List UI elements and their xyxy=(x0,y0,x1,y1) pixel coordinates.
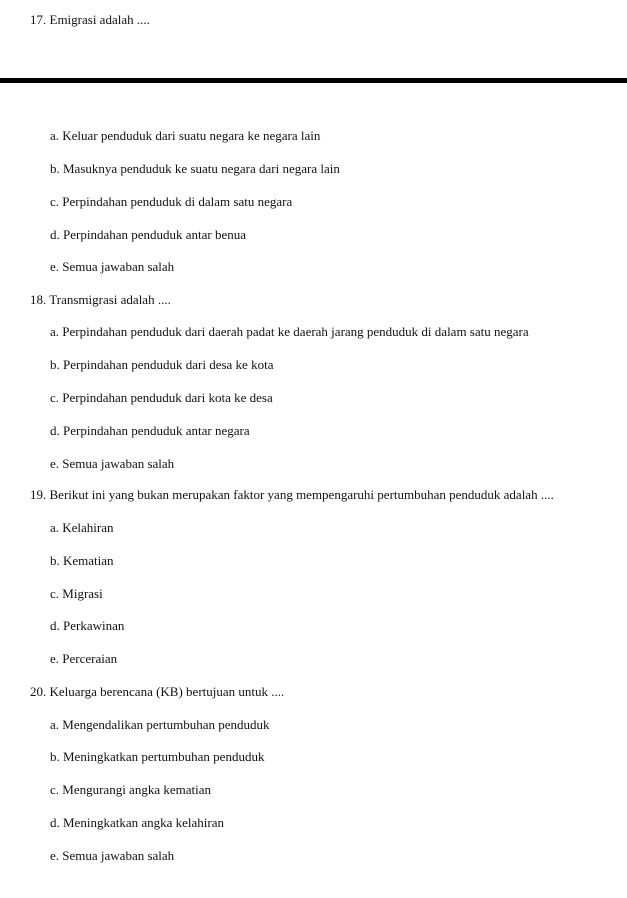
q19-option-b: b. Kematian xyxy=(50,553,114,568)
question-19: 19. Berikut ini yang bukan merupakan faktor yang mempengaruhi pertumbuhan penduduk adalah .... xyxy=(30,487,554,502)
q17-option-b: b. Masuknya penduduk ke suatu negara dari negara lain xyxy=(50,161,340,176)
q19-option-c: c. Migrasi xyxy=(50,586,103,601)
q20-option-d: d. Meningkatkan angka kelahiran xyxy=(50,815,224,830)
q18-option-c: c. Perpindahan penduduk dari kota ke desa xyxy=(50,390,273,405)
q17-option-d: d. Perpindahan penduduk antar benua xyxy=(50,227,247,242)
q18-option-d: d. Perpindahan penduduk antar negara xyxy=(50,423,250,438)
question-20: 20. Keluarga berencana (KB) bertujuan untuk .... xyxy=(30,684,285,699)
q20-option-b: b. Meningkatkan pertumbuhan penduduk xyxy=(50,749,265,764)
question-17: 17. Emigrasi adalah .... xyxy=(30,12,150,27)
q18-option-b: b. Perpindahan penduduk dari desa ke kota xyxy=(50,357,274,372)
q19-option-a: a. Kelahiran xyxy=(50,520,114,535)
q17-option-a: a. Keluar penduduk dari suatu negara ke negara lain xyxy=(50,128,321,143)
q18-option-e: e. Semua jawaban salah xyxy=(50,456,175,471)
page-divider xyxy=(0,78,627,83)
q17-option-e: e. Semua jawaban salah xyxy=(50,259,175,274)
question-18: 18. Transmigrasi adalah .... xyxy=(30,292,171,307)
q20-option-a: a. Mengendalikan pertumbuhan penduduk xyxy=(50,717,270,732)
q19-option-d: d. Perkawinan xyxy=(50,618,125,633)
q20-option-c: c. Mengurangi angka kematian xyxy=(50,782,211,797)
q17-option-c: c. Perpindahan penduduk di dalam satu negara xyxy=(50,194,293,209)
q19-option-e: e. Perceraian xyxy=(50,651,118,666)
q18-option-a: a. Perpindahan penduduk dari daerah padat ke daerah jarang penduduk di dalam satu negara xyxy=(50,324,529,339)
q20-option-e: e. Semua jawaban salah xyxy=(50,848,175,863)
